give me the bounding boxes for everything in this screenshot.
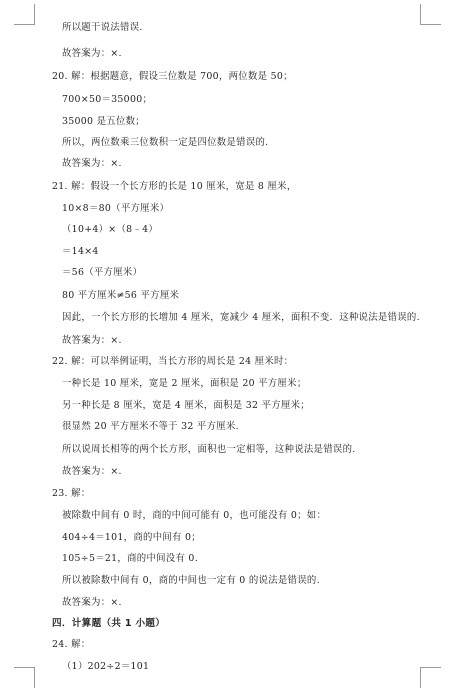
answer-line: 故答案为：×. xyxy=(62,466,122,477)
crop-mark-top-right xyxy=(420,4,441,25)
text-line: 10×8＝80（平方厘米） xyxy=(62,203,170,214)
text-line: 80 平方厘米≠56 平方厘米 xyxy=(62,290,180,301)
text-line: 700×50＝35000； xyxy=(62,94,153,105)
text-line: （1）202÷2＝101 xyxy=(62,661,150,672)
answer-line: 故答案为：×. xyxy=(62,597,122,608)
text-line: 所以题干说法错误. xyxy=(62,22,143,33)
text-line: 所以说周长相等的两个长方形，面积也一定相等，这种说法是错误的. xyxy=(62,444,356,455)
answer-line: 故答案为：×. xyxy=(62,158,122,169)
crop-mark-bottom-left xyxy=(14,667,35,688)
text-line: 35000 是五位数； xyxy=(62,116,145,127)
question-20-header: 20. 解：根据题意，假设三位数是 700，两位数是 50； xyxy=(52,71,293,82)
text-line: 因此，一个长方形的长增加 4 厘米，宽减少 4 厘米，面积不变．这种说法是错误的. xyxy=(62,312,420,323)
question-21-header: 21. 解：假设一个长方形的长是 10 厘米，宽是 8 厘米， xyxy=(52,181,297,192)
text-line: 被除数中间有 0 时，商的中间可能有 0，也可能没有 0；如： xyxy=(62,510,327,521)
answer-line: 故答案为：×. xyxy=(62,335,122,346)
section-heading: 四．计算题（共 1 小题） xyxy=(52,618,166,629)
crop-mark-top-left xyxy=(14,4,35,25)
text-line: 404÷4＝101，商的中间有 0； xyxy=(62,532,201,543)
text-line: 所以被除数中间有 0，商的中间也一定有 0 的说法是错误的. xyxy=(62,575,320,586)
text-line: ＝56（平方厘米） xyxy=(62,267,143,278)
crop-mark-bottom-right xyxy=(420,667,441,688)
text-line: 很显然 20 平方厘米不等于 32 平方厘米. xyxy=(62,421,239,432)
question-22-header: 22. 解：可以举例证明，当长方形的周长是 24 厘米时： xyxy=(52,356,294,367)
question-23-header: 23. 解： xyxy=(52,488,91,499)
text-line: 105÷5＝21，商的中间没有 0. xyxy=(62,553,198,564)
text-line: 所以，两位数乘三位数积一定是四位数是错误的. xyxy=(62,137,269,148)
text-line: （10+4）×（8﹣4） xyxy=(62,224,159,235)
answer-line: 故答案为：×. xyxy=(62,48,122,59)
text-line: ＝14×4 xyxy=(62,246,99,257)
text-line: 另一种长是 8 厘米，宽是 4 厘米，面积是 32 平方厘米； xyxy=(62,400,310,411)
text-line: 一种长是 10 厘米，宽是 2 厘米，面积是 20 平方厘米； xyxy=(62,378,307,389)
question-24-header: 24. 解： xyxy=(52,639,91,650)
